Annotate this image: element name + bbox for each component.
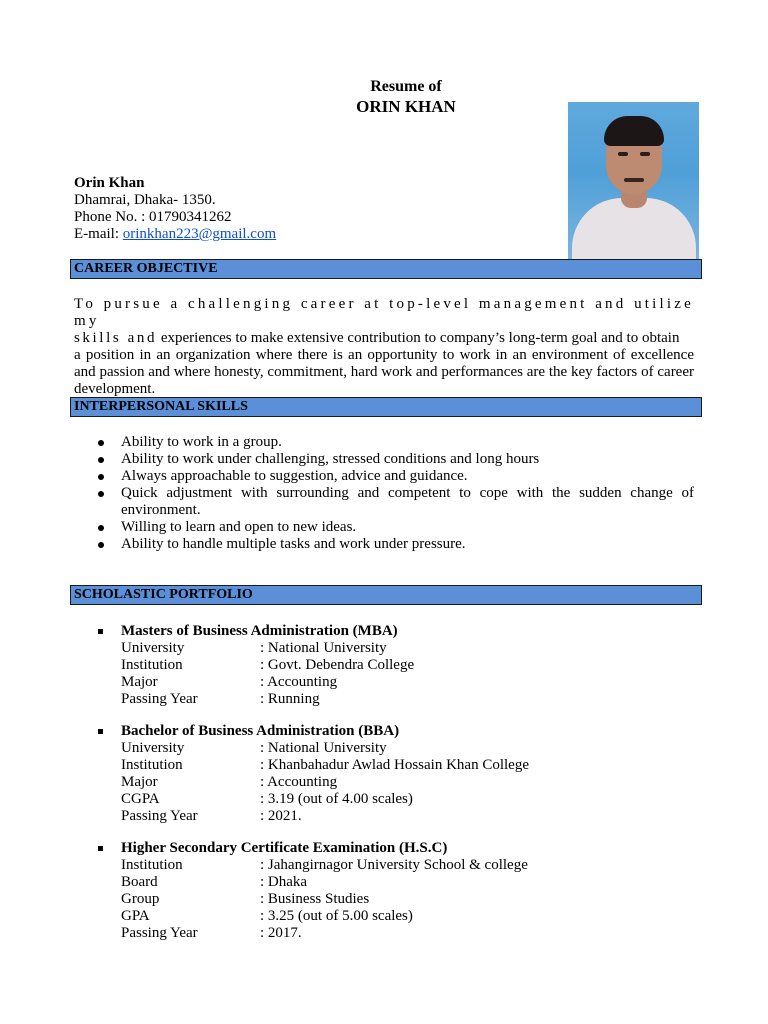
edu-key: Major: [121, 674, 158, 690]
list-item: [74, 451, 694, 468]
list-item: [74, 519, 694, 536]
edu-key: Passing Year: [121, 808, 198, 824]
skill-text: Ability to work in a group.: [121, 434, 282, 450]
objective-rest: a position in an organization where there is an opportunity to work in an environment of excellence and passion and where honesty, commitment, hard work and performances are the key factors of career development.: [74, 347, 694, 397]
edu-row: [74, 740, 694, 757]
degree-text: Higher Secondary Certificate Examination (H.S.C): [121, 840, 448, 856]
edu-row: [74, 640, 694, 657]
edu-row: [74, 808, 694, 825]
edu-key: Board: [121, 874, 158, 890]
bullet-icon: [98, 457, 104, 463]
profile-photo: [568, 102, 699, 260]
edu-key: Passing Year: [121, 691, 198, 707]
photo-eye-left: [618, 152, 628, 156]
skill-text: Always approachable to suggestion, advice and guidance.: [121, 468, 468, 484]
photo-eye-right: [640, 152, 650, 156]
edu-value: : Dhaka: [260, 874, 308, 890]
degree-title: [74, 723, 694, 740]
list-item: [74, 485, 694, 519]
edu-value: : 3.25 (out of 5.00 scales): [260, 908, 413, 924]
edu-key: Institution: [121, 657, 183, 673]
photo-mouth: [624, 178, 644, 182]
edu-value: : Khanbahadur Awlad Hossain Khan College: [260, 757, 529, 773]
contact-block: [74, 175, 276, 243]
edu-key: GPA: [121, 908, 150, 924]
section-interpersonal-skills: INTERPERSONAL SKILLS: [70, 397, 702, 417]
list-item: [74, 468, 694, 485]
edu-row: [74, 674, 694, 691]
degree-title: [74, 840, 694, 857]
edu-row: [74, 908, 694, 925]
edu-value: : Accounting: [260, 774, 338, 790]
education-entry-mba: [74, 623, 694, 708]
edu-key: CGPA: [121, 791, 160, 807]
contact-email-line: [74, 226, 276, 243]
skill-text: Quick adjustment with surrounding and competent to cope with the sudden change of environment.: [121, 485, 694, 518]
edu-row: [74, 857, 694, 874]
square-bullet-icon: [98, 629, 103, 634]
title-line-2: ORIN KHAN: [356, 97, 456, 116]
edu-row: [74, 925, 694, 942]
objective-line-2-spaced: skills and: [74, 330, 158, 346]
contact-name: Orin Khan: [74, 175, 145, 191]
section-career-objective: CAREER OBJECTIVE: [70, 259, 702, 279]
edu-key: University: [121, 740, 185, 756]
edu-value: : Govt. Debendra College: [260, 657, 415, 673]
edu-key: Major: [121, 774, 158, 790]
photo-hair: [604, 116, 664, 146]
objective-line-1: To pursue a challenging career at top-level management and utilize my: [74, 296, 694, 329]
edu-row: [74, 874, 694, 891]
skill-text: Ability to work under challenging, stressed conditions and long hours: [121, 451, 540, 467]
edu-row: [74, 657, 694, 674]
title-line-1: Resume of: [370, 78, 442, 95]
degree-text: Bachelor of Business Administration (BBA): [121, 723, 400, 739]
edu-key: Group: [121, 891, 160, 907]
degree-text: Masters of Business Administration (MBA): [121, 623, 398, 639]
edu-row: [74, 757, 694, 774]
edu-value: : Jahangirnagor University School & college: [260, 857, 528, 873]
degree-title: [74, 623, 694, 640]
edu-key: University: [121, 640, 185, 656]
edu-value: : Accounting: [260, 674, 338, 690]
bullet-icon: [98, 474, 104, 480]
edu-key: Passing Year: [121, 925, 198, 941]
objective-line-2-rest: experiences to make extensive contribution to company’s long-term goal and to obtain: [157, 330, 680, 346]
section-scholastic-portfolio: SCHOLASTIC PORTFOLIO: [70, 585, 702, 605]
edu-row: [74, 891, 694, 908]
bullet-icon: [98, 440, 104, 446]
career-objective-text: [74, 296, 694, 398]
edu-row: [74, 774, 694, 791]
edu-key: Institution: [121, 857, 183, 873]
education-entry-hsc: [74, 840, 694, 942]
edu-value: : National University: [260, 740, 387, 756]
square-bullet-icon: [98, 846, 103, 851]
square-bullet-icon: [98, 729, 103, 734]
skill-text: Willing to learn and open to new ideas.: [121, 519, 357, 535]
bullet-icon: [98, 542, 104, 548]
edu-value: : National University: [260, 640, 387, 656]
contact-phone: Phone No. : 01790341262: [74, 209, 232, 225]
education-entry-bba: [74, 723, 694, 825]
list-item: [74, 536, 694, 553]
edu-value: : 3.19 (out of 4.00 scales): [260, 791, 413, 807]
contact-email-label: E-mail:: [74, 226, 123, 242]
edu-row: [74, 791, 694, 808]
skill-text: Ability to handle multiple tasks and work under pressure.: [121, 536, 466, 552]
bullet-icon: [98, 525, 104, 531]
edu-row: [74, 691, 694, 708]
edu-value: : Business Studies: [260, 891, 370, 907]
skills-list: [74, 434, 694, 553]
edu-value: : 2017.: [260, 925, 302, 941]
contact-address: Dhamrai, Dhaka- 1350.: [74, 192, 216, 208]
edu-key: Institution: [121, 757, 183, 773]
list-item: [74, 434, 694, 451]
email-link[interactable]: orinkhan223@gmail.com: [122, 226, 277, 242]
bullet-icon: [98, 491, 104, 497]
edu-value: : Running: [260, 691, 320, 707]
objective-line-2: [74, 330, 694, 347]
edu-value: : 2021.: [260, 808, 302, 824]
